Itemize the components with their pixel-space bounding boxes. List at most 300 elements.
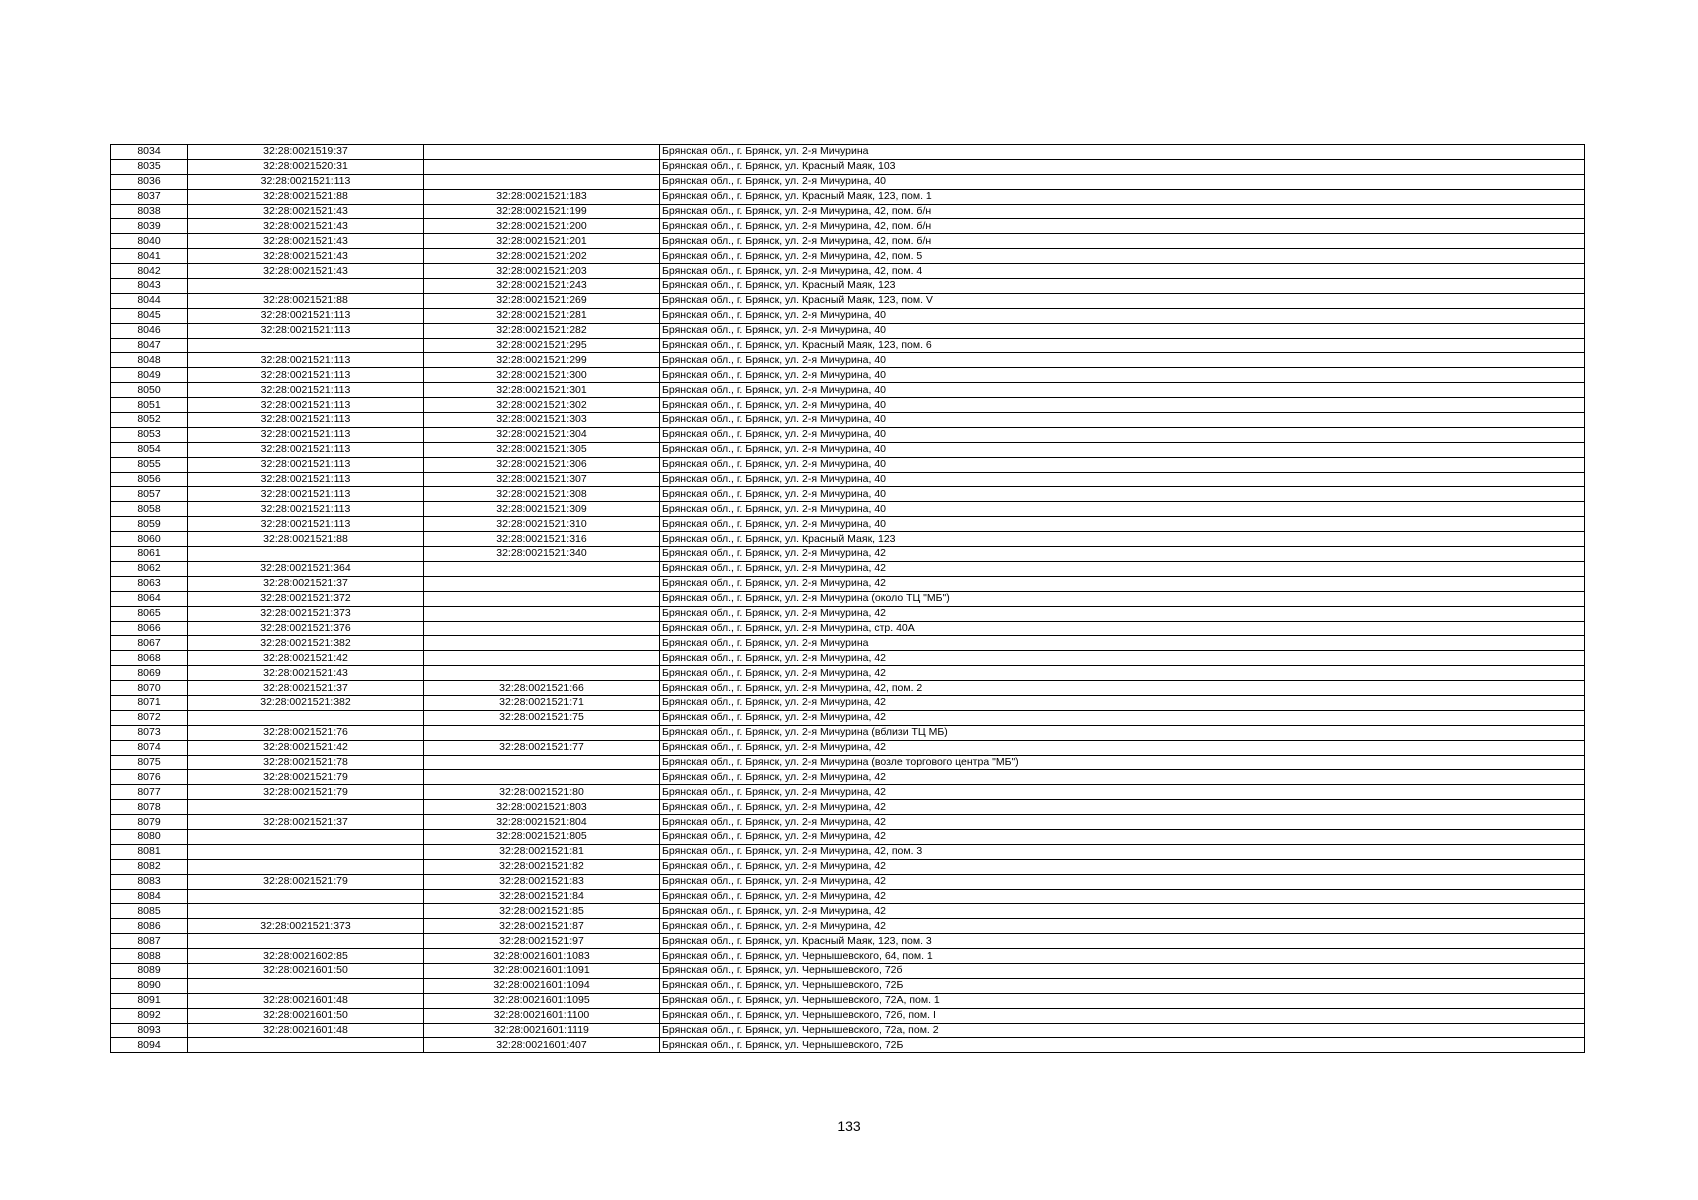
row-number-cell: 8088 (111, 949, 188, 964)
cadastral-number-cell (188, 710, 424, 725)
cadastral-number-cell: 32:28:0021601:48 (188, 1023, 424, 1038)
premises-cadastral-cell: 32:28:0021601:1119 (424, 1023, 660, 1038)
table-row (111, 874, 1585, 889)
row-number-cell: 8037 (111, 189, 188, 204)
premises-cadastral-cell: 32:28:0021521:281 (424, 308, 660, 323)
premises-cadastral-cell: 32:28:0021521:304 (424, 427, 660, 442)
premises-cadastral-cell: 32:28:0021521:340 (424, 547, 660, 562)
table-row (111, 353, 1585, 368)
row-number-cell: 8091 (111, 993, 188, 1008)
table-row (111, 919, 1585, 934)
table-row (111, 829, 1585, 844)
cadastral-number-cell: 32:28:0021521:43 (188, 204, 424, 219)
row-number-cell: 8036 (111, 174, 188, 189)
cadastral-number-cell (188, 547, 424, 562)
address-cell: Брянская обл., г. Брянск, ул. 2-я Мичурина, 42 (660, 547, 1585, 562)
cadastral-number-cell: 32:28:0021521:113 (188, 174, 424, 189)
cadastral-number-cell: 32:28:0021521:43 (188, 219, 424, 234)
row-number-cell: 8046 (111, 323, 188, 338)
cadastral-number-cell: 32:28:0021602:85 (188, 949, 424, 964)
address-cell: Брянская обл., г. Брянск, ул. 2-я Мичурина, 40 (660, 174, 1585, 189)
cadastral-number-cell: 32:28:0021521:88 (188, 189, 424, 204)
cadastral-number-cell (188, 1038, 424, 1053)
address-cell: Брянская обл., г. Брянск, ул. 2-я Мичурина, 42 (660, 561, 1585, 576)
premises-cadastral-cell: 32:28:0021521:82 (424, 859, 660, 874)
cadastral-number-cell (188, 978, 424, 993)
table-row (111, 636, 1585, 651)
row-number-cell: 8067 (111, 636, 188, 651)
row-number-cell: 8080 (111, 829, 188, 844)
table-row (111, 859, 1585, 874)
premises-cadastral-cell: 32:28:0021521:305 (424, 442, 660, 457)
premises-cadastral-cell: 32:28:0021601:1100 (424, 1008, 660, 1023)
table-row (111, 264, 1585, 279)
address-cell: Брянская обл., г. Брянск, ул. 2-я Мичурина, 42 (660, 576, 1585, 591)
address-cell: Брянская обл., г. Брянск, ул. 2-я Мичурина, 40 (660, 472, 1585, 487)
premises-cadastral-cell (424, 636, 660, 651)
premises-cadastral-cell: 32:28:0021601:1083 (424, 949, 660, 964)
cadastral-number-cell: 32:28:0021521:43 (188, 666, 424, 681)
address-cell: Брянская обл., г. Брянск, ул. Красный Маяк, 123 (660, 279, 1585, 294)
address-cell: Брянская обл., г. Брянск, ул. 2-я Мичурина, 42 (660, 815, 1585, 830)
table-row (111, 740, 1585, 755)
cadastral-number-cell (188, 934, 424, 949)
premises-cadastral-cell (424, 145, 660, 160)
cadastral-number-cell: 32:28:0021521:113 (188, 487, 424, 502)
row-number-cell: 8047 (111, 338, 188, 353)
table-row (111, 457, 1585, 472)
table-row (111, 159, 1585, 174)
row-number-cell: 8054 (111, 442, 188, 457)
row-number-cell: 8034 (111, 145, 188, 160)
address-cell: Брянская обл., г. Брянск, ул. 2-я Мичурина, 40 (660, 353, 1585, 368)
row-number-cell: 8055 (111, 457, 188, 472)
address-cell: Брянская обл., г. Брянск, ул. 2-я Мичурина, 42 (660, 770, 1585, 785)
row-number-cell: 8059 (111, 517, 188, 532)
address-cell: Брянская обл., г. Брянск, ул. Красный Маяк, 103 (660, 159, 1585, 174)
premises-cadastral-cell (424, 159, 660, 174)
cadastral-number-cell: 32:28:0021519:37 (188, 145, 424, 160)
premises-cadastral-cell: 32:28:0021521:183 (424, 189, 660, 204)
address-cell: Брянская обл., г. Брянск, ул. 2-я Мичурина (660, 145, 1585, 160)
table-row (111, 174, 1585, 189)
address-cell: Брянская обл., г. Брянск, ул. 2-я Мичурина, 42, пом. 5 (660, 249, 1585, 264)
premises-cadastral-cell: 32:28:0021521:269 (424, 293, 660, 308)
row-number-cell: 8076 (111, 770, 188, 785)
address-cell: Брянская обл., г. Брянск, ул. 2-я Мичурина, 40 (660, 308, 1585, 323)
row-number-cell: 8066 (111, 621, 188, 636)
cadastral-number-cell: 32:28:0021521:88 (188, 293, 424, 308)
table-row (111, 651, 1585, 666)
cadastral-number-cell: 32:28:0021521:113 (188, 383, 424, 398)
cadastral-number-cell: 32:28:0021521:382 (188, 695, 424, 710)
address-cell: Брянская обл., г. Брянск, ул. 2-я Мичурина, 42 (660, 651, 1585, 666)
premises-cadastral-cell: 32:28:0021521:83 (424, 874, 660, 889)
row-number-cell: 8050 (111, 383, 188, 398)
premises-cadastral-cell: 32:28:0021521:66 (424, 681, 660, 696)
table-row (111, 219, 1585, 234)
address-cell: Брянская обл., г. Брянск, ул. 2-я Мичурина, 42, пом. 4 (660, 264, 1585, 279)
cadastral-number-cell (188, 859, 424, 874)
row-number-cell: 8039 (111, 219, 188, 234)
premises-cadastral-cell (424, 755, 660, 770)
premises-cadastral-cell: 32:28:0021521:81 (424, 844, 660, 859)
table-row (111, 710, 1585, 725)
table-row (111, 472, 1585, 487)
premises-cadastral-cell: 32:28:0021521:804 (424, 815, 660, 830)
table-row (111, 978, 1585, 993)
table-row (111, 621, 1585, 636)
address-cell: Брянская обл., г. Брянск, ул. 2-я Мичурина, 40 (660, 383, 1585, 398)
cadastral-number-cell: 32:28:0021521:43 (188, 264, 424, 279)
row-number-cell: 8065 (111, 606, 188, 621)
premises-cadastral-cell: 32:28:0021601:1094 (424, 978, 660, 993)
premises-cadastral-cell: 32:28:0021521:77 (424, 740, 660, 755)
premises-cadastral-cell: 32:28:0021521:202 (424, 249, 660, 264)
row-number-cell: 8061 (111, 547, 188, 562)
cadastral-number-cell: 32:28:0021521:42 (188, 651, 424, 666)
premises-cadastral-cell: 32:28:0021521:71 (424, 695, 660, 710)
row-number-cell: 8058 (111, 502, 188, 517)
table-row (111, 576, 1585, 591)
row-number-cell: 8041 (111, 249, 188, 264)
address-cell: Брянская обл., г. Брянск, ул. 2-я Мичурина, 42 (660, 666, 1585, 681)
address-cell: Брянская обл., г. Брянск, ул. Красный Маяк, 123, пом. V (660, 293, 1585, 308)
table-row (111, 904, 1585, 919)
row-number-cell: 8085 (111, 904, 188, 919)
row-number-cell: 8056 (111, 472, 188, 487)
address-cell: Брянская обл., г. Брянск, ул. 2-я Мичурина, 42 (660, 606, 1585, 621)
premises-cadastral-cell: 32:28:0021521:316 (424, 532, 660, 547)
table-row (111, 413, 1585, 428)
address-cell: Брянская обл., г. Брянск, ул. Чернышевского, 72Б (660, 978, 1585, 993)
cadastral-number-cell: 32:28:0021521:76 (188, 725, 424, 740)
table-row (111, 383, 1585, 398)
row-number-cell: 8040 (111, 234, 188, 249)
row-number-cell: 8093 (111, 1023, 188, 1038)
premises-cadastral-cell: 32:28:0021521:97 (424, 934, 660, 949)
row-number-cell: 8069 (111, 666, 188, 681)
cadastral-number-cell: 32:28:0021521:373 (188, 606, 424, 621)
table-row (111, 308, 1585, 323)
address-cell: Брянская обл., г. Брянск, ул. 2-я Мичурина, 42 (660, 800, 1585, 815)
cadastral-number-cell: 32:28:0021521:364 (188, 561, 424, 576)
row-number-cell: 8078 (111, 800, 188, 815)
cadastral-number-cell: 32:28:0021601:50 (188, 1008, 424, 1023)
row-number-cell: 8086 (111, 919, 188, 934)
cadastral-number-cell: 32:28:0021521:382 (188, 636, 424, 651)
address-cell: Брянская обл., г. Брянск, ул. Красный Маяк, 123 (660, 532, 1585, 547)
cadastral-number-cell (188, 338, 424, 353)
premises-cadastral-cell (424, 770, 660, 785)
address-cell: Брянская обл., г. Брянск, ул. 2-я Мичурина, 42 (660, 874, 1585, 889)
table-row (111, 293, 1585, 308)
premises-cadastral-cell: 32:28:0021521:302 (424, 398, 660, 413)
row-number-cell: 8044 (111, 293, 188, 308)
premises-cadastral-cell (424, 174, 660, 189)
row-number-cell: 8072 (111, 710, 188, 725)
cadastral-number-cell: 32:28:0021521:78 (188, 755, 424, 770)
premises-cadastral-cell: 32:28:0021521:307 (424, 472, 660, 487)
premises-cadastral-cell: 32:28:0021521:300 (424, 368, 660, 383)
cadastral-number-cell: 32:28:0021521:37 (188, 576, 424, 591)
row-number-cell: 8071 (111, 695, 188, 710)
cadastral-number-cell: 32:28:0021521:42 (188, 740, 424, 755)
premises-cadastral-cell (424, 576, 660, 591)
table-row (111, 844, 1585, 859)
row-number-cell: 8090 (111, 978, 188, 993)
table-row (111, 517, 1585, 532)
cadastral-number-cell: 32:28:0021521:113 (188, 502, 424, 517)
premises-cadastral-cell: 32:28:0021521:805 (424, 829, 660, 844)
cadastral-number-cell: 32:28:0021521:113 (188, 353, 424, 368)
address-cell: Брянская обл., г. Брянск, ул. 2-я Мичурина, 42 (660, 710, 1585, 725)
address-cell: Брянская обл., г. Брянск, ул. 2-я Мичурина (вблизи ТЦ МБ) (660, 725, 1585, 740)
address-cell: Брянская обл., г. Брянск, ул. 2-я Мичурина, 40 (660, 457, 1585, 472)
row-number-cell: 8063 (111, 576, 188, 591)
premises-cadastral-cell: 32:28:0021521:299 (424, 353, 660, 368)
address-cell: Брянская обл., г. Брянск, ул. 2-я Мичурина, 42 (660, 695, 1585, 710)
table-row (111, 755, 1585, 770)
premises-cadastral-cell: 32:28:0021521:303 (424, 413, 660, 428)
row-number-cell: 8038 (111, 204, 188, 219)
table-row (111, 323, 1585, 338)
premises-cadastral-cell: 32:28:0021521:201 (424, 234, 660, 249)
table-row (111, 889, 1585, 904)
premises-cadastral-cell: 32:28:0021601:1095 (424, 993, 660, 1008)
cadastral-number-cell (188, 844, 424, 859)
table-row (111, 666, 1585, 681)
address-cell: Брянская обл., г. Брянск, ул. 2-я Мичурина, 42 (660, 889, 1585, 904)
premises-cadastral-cell: 32:28:0021521:80 (424, 785, 660, 800)
address-cell: Брянская обл., г. Брянск, ул. 2-я Мичурина, 40 (660, 502, 1585, 517)
row-number-cell: 8068 (111, 651, 188, 666)
table-row (111, 800, 1585, 815)
address-cell: Брянская обл., г. Брянск, ул. 2-я Мичурина, 40 (660, 398, 1585, 413)
registry-table-body (111, 145, 1585, 1053)
cadastral-number-cell: 32:28:0021521:113 (188, 472, 424, 487)
cadastral-number-cell: 32:28:0021521:113 (188, 413, 424, 428)
premises-cadastral-cell: 32:28:0021521:282 (424, 323, 660, 338)
cadastral-number-cell: 32:28:0021521:37 (188, 815, 424, 830)
premises-cadastral-cell: 32:28:0021601:407 (424, 1038, 660, 1053)
row-number-cell: 8070 (111, 681, 188, 696)
table-row (111, 234, 1585, 249)
address-cell: Брянская обл., г. Брянск, ул. 2-я Мичурина, 42 (660, 919, 1585, 934)
premises-cadastral-cell: 32:28:0021521:243 (424, 279, 660, 294)
row-number-cell: 8079 (111, 815, 188, 830)
cadastral-number-cell (188, 889, 424, 904)
cadastral-number-cell: 32:28:0021601:50 (188, 963, 424, 978)
cadastral-number-cell: 32:28:0021521:373 (188, 919, 424, 934)
cadastral-number-cell: 32:28:0021521:113 (188, 368, 424, 383)
row-number-cell: 8060 (111, 532, 188, 547)
address-cell: Брянская обл., г. Брянск, ул. Чернышевского, 72Б (660, 1038, 1585, 1053)
cadastral-number-cell (188, 829, 424, 844)
table-row (111, 249, 1585, 264)
premises-cadastral-cell: 32:28:0021521:87 (424, 919, 660, 934)
address-cell: Брянская обл., г. Брянск, ул. 2-я Мичурина (возле торгового центра "МБ") (660, 755, 1585, 770)
table-row (111, 487, 1585, 502)
row-number-cell: 8092 (111, 1008, 188, 1023)
cadastral-number-cell (188, 279, 424, 294)
row-number-cell: 8074 (111, 740, 188, 755)
cadastral-number-cell: 32:28:0021521:79 (188, 874, 424, 889)
address-cell: Брянская обл., г. Брянск, ул. Красный Маяк, 123, пом. 6 (660, 338, 1585, 353)
table-row (111, 189, 1585, 204)
premises-cadastral-cell: 32:28:0021521:75 (424, 710, 660, 725)
cadastral-number-cell: 32:28:0021521:43 (188, 249, 424, 264)
cadastral-number-cell: 32:28:0021521:113 (188, 517, 424, 532)
table-row (111, 725, 1585, 740)
address-cell: Брянская обл., г. Брянск, ул. 2-я Мичурина, 42 (660, 785, 1585, 800)
address-cell: Брянская обл., г. Брянск, ул. 2-я Мичурина, 42, пом. б/н (660, 204, 1585, 219)
table-row (111, 1008, 1585, 1023)
row-number-cell: 8053 (111, 427, 188, 442)
row-number-cell: 8048 (111, 353, 188, 368)
table-row (111, 993, 1585, 1008)
table-row (111, 591, 1585, 606)
cadastral-number-cell: 32:28:0021521:113 (188, 457, 424, 472)
row-number-cell: 8049 (111, 368, 188, 383)
page-number: 133 (837, 1118, 861, 1134)
table-row (111, 695, 1585, 710)
registry-table (110, 144, 1585, 1053)
address-cell: Брянская обл., г. Брянск, ул. 2-я Мичурина, 42 (660, 740, 1585, 755)
cadastral-number-cell: 32:28:0021521:88 (188, 532, 424, 547)
cadastral-number-cell: 32:28:0021521:43 (188, 234, 424, 249)
table-row (111, 338, 1585, 353)
premises-cadastral-cell (424, 561, 660, 576)
premises-cadastral-cell: 32:28:0021521:203 (424, 264, 660, 279)
table-row (111, 502, 1585, 517)
premises-cadastral-cell: 32:28:0021521:84 (424, 889, 660, 904)
row-number-cell: 8043 (111, 279, 188, 294)
address-cell: Брянская обл., г. Брянск, ул. Чернышевского, 72б, пом. I (660, 1008, 1585, 1023)
address-cell: Брянская обл., г. Брянск, ул. 2-я Мичурина, 42 (660, 904, 1585, 919)
row-number-cell: 8064 (111, 591, 188, 606)
table-row (111, 442, 1585, 457)
address-cell: Брянская обл., г. Брянск, ул. 2-я Мичурина, 42, пом. 3 (660, 844, 1585, 859)
row-number-cell: 8094 (111, 1038, 188, 1053)
row-number-cell: 8062 (111, 561, 188, 576)
table-row (111, 785, 1585, 800)
address-cell: Брянская обл., г. Брянск, ул. 2-я Мичурина, 42, пом. б/н (660, 219, 1585, 234)
address-cell: Брянская обл., г. Брянск, ул. 2-я Мичурина (660, 636, 1585, 651)
row-number-cell: 8084 (111, 889, 188, 904)
premises-cadastral-cell (424, 725, 660, 740)
address-cell: Брянская обл., г. Брянск, ул. 2-я Мичурина, 42, пом. 2 (660, 681, 1585, 696)
row-number-cell: 8075 (111, 755, 188, 770)
row-number-cell: 8089 (111, 963, 188, 978)
row-number-cell: 8052 (111, 413, 188, 428)
cadastral-number-cell: 32:28:0021521:113 (188, 323, 424, 338)
row-number-cell: 8081 (111, 844, 188, 859)
row-number-cell: 8051 (111, 398, 188, 413)
row-number-cell: 8087 (111, 934, 188, 949)
premises-cadastral-cell: 32:28:0021521:200 (424, 219, 660, 234)
cadastral-number-cell (188, 800, 424, 815)
table-row (111, 815, 1585, 830)
address-cell: Брянская обл., г. Брянск, ул. Красный Маяк, 123, пом. 1 (660, 189, 1585, 204)
table-row (111, 368, 1585, 383)
address-cell: Брянская обл., г. Брянск, ул. Чернышевского, 72а, пом. 2 (660, 1023, 1585, 1038)
address-cell: Брянская обл., г. Брянск, ул. 2-я Мичурина, стр. 40А (660, 621, 1585, 636)
premises-cadastral-cell (424, 606, 660, 621)
table-row (111, 934, 1585, 949)
premises-cadastral-cell: 32:28:0021521:295 (424, 338, 660, 353)
row-number-cell: 8057 (111, 487, 188, 502)
cadastral-number-cell: 32:28:0021521:113 (188, 308, 424, 323)
row-number-cell: 8083 (111, 874, 188, 889)
premises-cadastral-cell (424, 591, 660, 606)
cadastral-number-cell: 32:28:0021521:37 (188, 681, 424, 696)
cadastral-number-cell: 32:28:0021521:372 (188, 591, 424, 606)
row-number-cell: 8077 (111, 785, 188, 800)
table-row (111, 532, 1585, 547)
table-row (111, 606, 1585, 621)
address-cell: Брянская обл., г. Брянск, ул. Красный Маяк, 123, пом. 3 (660, 934, 1585, 949)
address-cell: Брянская обл., г. Брянск, ул. 2-я Мичурина, 42 (660, 829, 1585, 844)
table-row (111, 1023, 1585, 1038)
premises-cadastral-cell: 32:28:0021521:301 (424, 383, 660, 398)
cadastral-number-cell: 32:28:0021521:79 (188, 785, 424, 800)
table-row (111, 145, 1585, 160)
premises-cadastral-cell (424, 666, 660, 681)
cadastral-number-cell: 32:28:0021521:79 (188, 770, 424, 785)
address-cell: Брянская обл., г. Брянск, ул. 2-я Мичурина, 40 (660, 427, 1585, 442)
address-cell: Брянская обл., г. Брянск, ул. 2-я Мичурина, 40 (660, 323, 1585, 338)
table-row (111, 547, 1585, 562)
premises-cadastral-cell: 32:28:0021601:1091 (424, 963, 660, 978)
address-cell: Брянская обл., г. Брянск, ул. 2-я Мичурина (около ТЦ "МБ") (660, 591, 1585, 606)
cadastral-number-cell: 32:28:0021521:376 (188, 621, 424, 636)
premises-cadastral-cell: 32:28:0021521:306 (424, 457, 660, 472)
row-number-cell: 8035 (111, 159, 188, 174)
cadastral-number-cell (188, 904, 424, 919)
premises-cadastral-cell (424, 651, 660, 666)
table-row (111, 949, 1585, 964)
row-number-cell: 8045 (111, 308, 188, 323)
cadastral-number-cell: 32:28:0021521:113 (188, 442, 424, 457)
premises-cadastral-cell: 32:28:0021521:85 (424, 904, 660, 919)
address-cell: Брянская обл., г. Брянск, ул. 2-я Мичурина, 42 (660, 859, 1585, 874)
table-row (111, 398, 1585, 413)
address-cell: Брянская обл., г. Брянск, ул. 2-я Мичурина, 40 (660, 442, 1585, 457)
address-cell: Брянская обл., г. Брянск, ул. Чернышевского, 72б (660, 963, 1585, 978)
table-row (111, 770, 1585, 785)
cadastral-number-cell: 32:28:0021520:31 (188, 159, 424, 174)
table-row (111, 279, 1585, 294)
address-cell: Брянская обл., г. Брянск, ул. Чернышевского, 64, пом. 1 (660, 949, 1585, 964)
table-row (111, 963, 1585, 978)
premises-cadastral-cell (424, 621, 660, 636)
address-cell: Брянская обл., г. Брянск, ул. 2-я Мичурина, 40 (660, 368, 1585, 383)
premises-cadastral-cell: 32:28:0021521:803 (424, 800, 660, 815)
address-cell: Брянская обл., г. Брянск, ул. 2-я Мичурина, 40 (660, 413, 1585, 428)
premises-cadastral-cell: 32:28:0021521:310 (424, 517, 660, 532)
row-number-cell: 8042 (111, 264, 188, 279)
row-number-cell: 8073 (111, 725, 188, 740)
cadastral-number-cell: 32:28:0021601:48 (188, 993, 424, 1008)
address-cell: Брянская обл., г. Брянск, ул. 2-я Мичурина, 40 (660, 517, 1585, 532)
table-row (111, 1038, 1585, 1053)
table-row (111, 204, 1585, 219)
address-cell: Брянская обл., г. Брянск, ул. 2-я Мичурина, 42, пом. б/н (660, 234, 1585, 249)
table-row (111, 561, 1585, 576)
table-row (111, 427, 1585, 442)
cadastral-number-cell: 32:28:0021521:113 (188, 427, 424, 442)
